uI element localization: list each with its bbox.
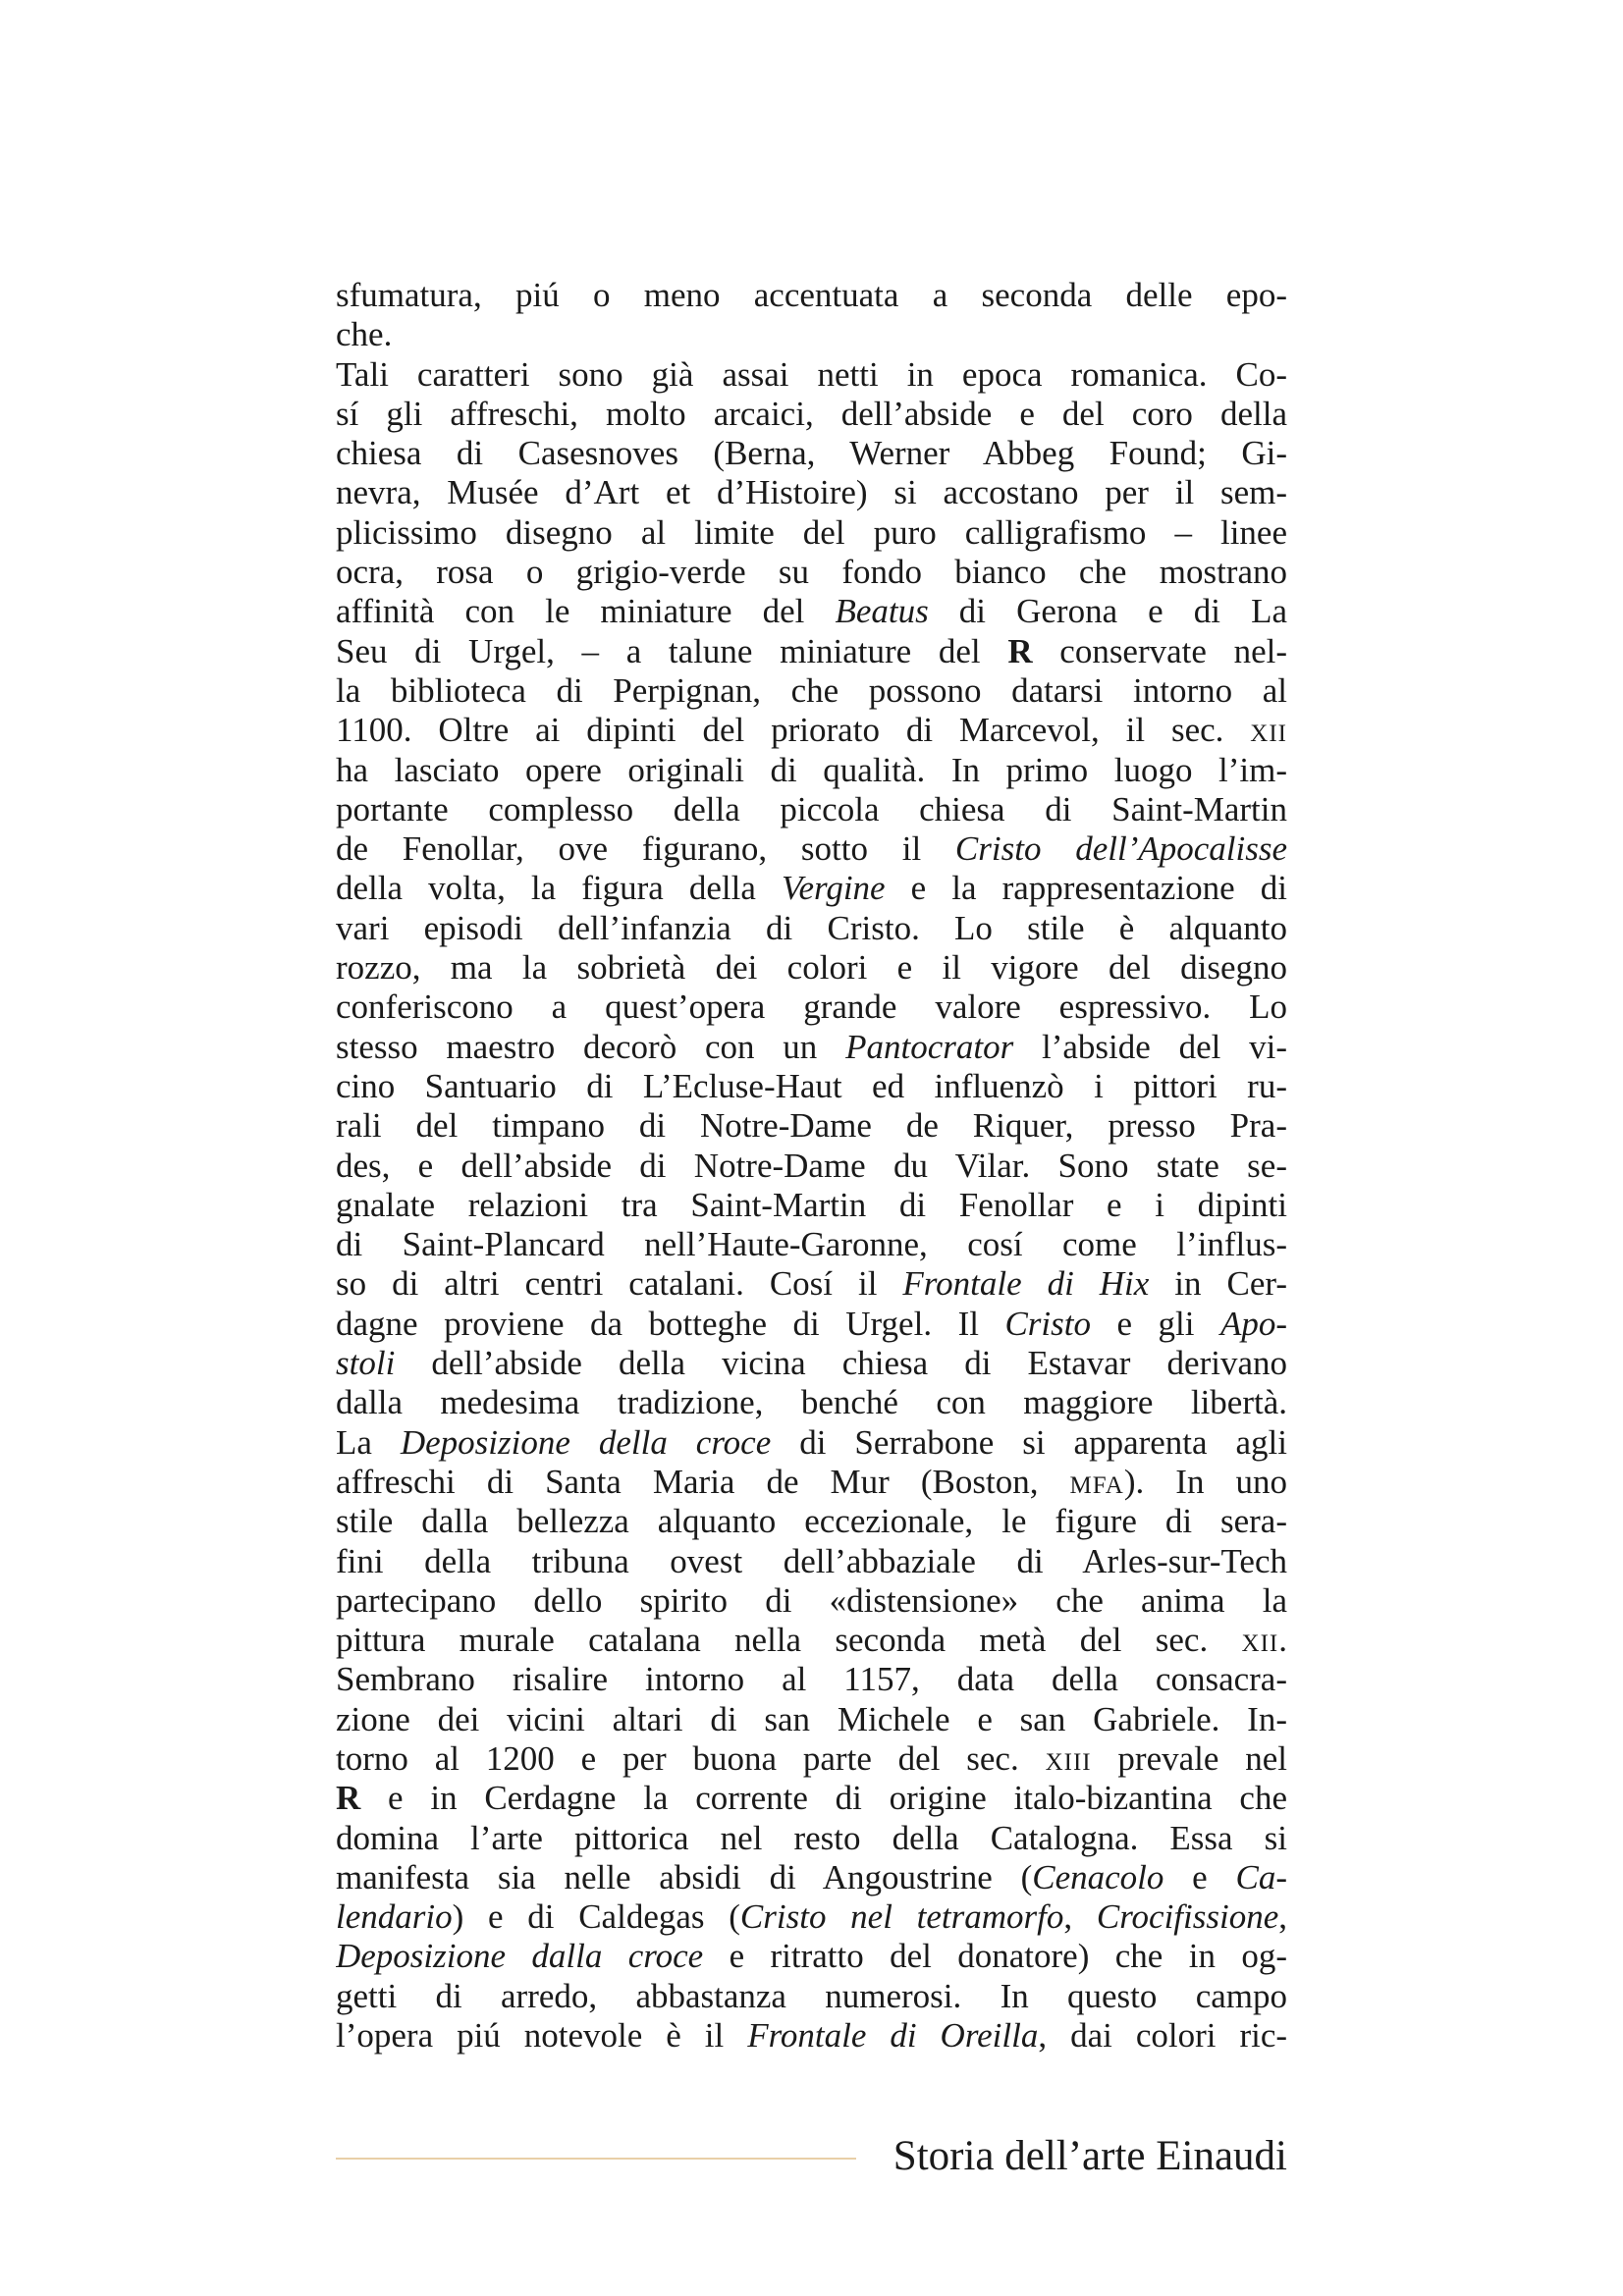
- text-line: [336, 1383, 1287, 1422]
- text-line: [336, 988, 1287, 1027]
- text-line: [336, 473, 1287, 512]
- smallcaps-text: xii: [1241, 1621, 1279, 1660]
- text-line: [336, 276, 1287, 315]
- smallcaps-text: xiii: [1045, 1738, 1092, 1778]
- bold-text: R: [336, 1779, 361, 1818]
- text-run: pittura murale catalana nella seconda metà del sec.: [336, 1621, 1242, 1660]
- smallcaps-text: mfa: [1069, 1462, 1124, 1501]
- text-line: [336, 1977, 1287, 2016]
- text-run: la biblioteca di Perpignan, che possono datarsi intorno al: [336, 670, 1287, 710]
- text-run: dalla medesima tradizione, benché con maggiore libertà.: [336, 1383, 1287, 1422]
- footer-rule: [336, 2158, 856, 2160]
- text-run: chiesa di Casesnoves (Berna, Werner Abbeg Found; Gi-: [336, 434, 1287, 473]
- text-run: di Saint-Plancard nell’Haute-Garonne, cosí come l’influs-: [336, 1225, 1287, 1264]
- text-run: vari episodi dell’infanzia di Cristo. Lo stile è alquanto: [336, 908, 1287, 947]
- italic-text: Apo-: [1219, 1304, 1287, 1343]
- text-run: sfumatura, piú o meno accentuata a seconda delle epo-: [336, 276, 1287, 314]
- italic-text: Cristo nel tetramorfo: [739, 1897, 1064, 1937]
- text-run: e ritratto del donatore) che in og-: [703, 1937, 1287, 1976]
- text-line: [336, 829, 1287, 869]
- text-run: l’abside del vi-: [1013, 1027, 1287, 1066]
- text-line: [336, 1028, 1287, 1067]
- text-run: e: [1163, 1857, 1236, 1896]
- body-text: [336, 276, 1287, 2056]
- text-line: [336, 1700, 1287, 1739]
- smallcaps-text: xii: [1250, 711, 1287, 750]
- footer-title: Storia dell’arte Einaudi: [893, 2133, 1287, 2179]
- text-run: stesso maestro decorò con un: [336, 1027, 846, 1066]
- text-run: domina l’arte pittorica nel resto della Catalogna. Essa si: [336, 1818, 1287, 1857]
- text-line: [336, 1621, 1287, 1660]
- italic-text: Beatus: [835, 592, 929, 631]
- text-run: stile dalla bellezza alquanto eccezionale, le figure di sera-: [336, 1502, 1287, 1541]
- text-run: Tali caratteri sono già assai netti in epoca romanica. Co-: [336, 354, 1287, 394]
- text-run: getti di arredo, abbastanza numerosi. In questo campo: [336, 1976, 1287, 2015]
- italic-text: stoli: [336, 1344, 396, 1383]
- text-run: zione dei vicini altari di san Michele e san Gabriele. In-: [336, 1699, 1287, 1738]
- text-run: affreschi di Santa Maria de Mur (Boston,: [336, 1462, 1070, 1501]
- italic-text: Frontale di Hix: [902, 1264, 1150, 1304]
- text-line: [336, 1264, 1287, 1304]
- text-line: [336, 1463, 1287, 1502]
- italic-text: Vergine: [781, 869, 886, 908]
- text-run: de Fenollar, ove figurano, sotto il: [336, 829, 955, 869]
- text-line: [336, 1897, 1287, 1937]
- text-run: in Cer-: [1149, 1264, 1287, 1304]
- text-run: dell’abside della vicina chiesa di Estavar derivano: [395, 1344, 1287, 1383]
- text-run: conferiscono a quest’opera grande valore espressivo. Lo: [336, 988, 1287, 1027]
- text-run: so di altri centri catalani. Cosí il: [336, 1264, 903, 1304]
- text-run: di Gerona e di La: [928, 592, 1287, 631]
- text-line: [336, 1660, 1287, 1699]
- text-line: [336, 790, 1287, 829]
- text-run: rali del timpano di Notre-Dame de Riquer, presso Pra-: [336, 1106, 1287, 1146]
- text-line: [336, 1147, 1287, 1186]
- text-line: [336, 1937, 1287, 1976]
- text-run: fini della tribuna ovest dell’abbaziale di Arles-sur-Tech: [336, 1541, 1287, 1580]
- text-run: l’opera piú notevole è il: [336, 2016, 748, 2056]
- text-line: [336, 751, 1287, 790]
- text-run: della volta, la figura della: [336, 869, 782, 908]
- text-run: conservate nel-: [1032, 631, 1287, 670]
- text-run: partecipano dello spirito di «distensione» che anima la: [336, 1580, 1287, 1620]
- text-run: ocra, rosa o grigio-verde su fondo bianco che mostrano: [336, 553, 1287, 592]
- text-line: [336, 315, 1287, 354]
- text-run: e la rappresentazione di: [885, 869, 1287, 908]
- text-line: [336, 1186, 1287, 1225]
- text-line: [336, 1423, 1287, 1463]
- text-line: [336, 1542, 1287, 1581]
- italic-text: Crocifissione: [1096, 1897, 1279, 1937]
- text-run: ha lasciato opere originali di qualità. In primo luogo l’im-: [336, 750, 1287, 789]
- text-line: [336, 1344, 1287, 1383]
- italic-text: Cristo: [1004, 1304, 1091, 1343]
- text-run: manifesta sia nelle absidi di Angoustrine (: [336, 1857, 1033, 1896]
- text-run: sí gli affreschi, molto arcaici, dell’abside e del coro della: [336, 394, 1287, 433]
- text-line: [336, 948, 1287, 988]
- text-run: cino Santuario di L’Ecluse-Haut ed influenzò i pittori ru-: [336, 1066, 1287, 1105]
- text-run: prevale nel: [1091, 1738, 1287, 1778]
- text-run: e gli: [1091, 1304, 1220, 1343]
- text-line: [336, 1581, 1287, 1621]
- text-run: La: [336, 1422, 401, 1462]
- text-line: [336, 1106, 1287, 1146]
- text-line: [336, 1067, 1287, 1106]
- text-run: ,: [1063, 1897, 1097, 1937]
- text-line: [336, 711, 1287, 750]
- text-line: [336, 1779, 1287, 1818]
- text-run: , dai colori ric-: [1038, 2016, 1287, 2056]
- text-run: ). In uno: [1123, 1462, 1287, 1501]
- text-line: [336, 1858, 1287, 1897]
- text-run: gnalate relazioni tra Saint-Martin di Fenollar e i dipinti: [336, 1185, 1287, 1224]
- italic-text: Frontale di Oreilla: [747, 2016, 1039, 2056]
- text-run: plicissimo disegno al limite del puro calligrafismo – linee: [336, 512, 1287, 552]
- text-line: [336, 395, 1287, 434]
- text-line: [336, 592, 1287, 631]
- text-run: Seu di Urgel, – a talune miniature del: [336, 631, 1008, 670]
- text-run: des, e dell’abside di Notre-Dame du Vilar. Sono state se-: [336, 1146, 1287, 1185]
- text-run: rozzo, ma la sobrietà dei colori e il vigore del disegno: [336, 948, 1287, 988]
- text-run: torno al 1200 e per buona parte del sec.: [336, 1738, 1046, 1778]
- text-line: [336, 1819, 1287, 1858]
- text-line: [336, 671, 1287, 711]
- text-run: nevra, Musée d’Art et d’Histoire) si accostano per il sem-: [336, 473, 1287, 512]
- text-run: ) e di Caldegas (: [452, 1897, 740, 1937]
- italic-text: Pantocrator: [845, 1027, 1014, 1066]
- text-line: [336, 1502, 1287, 1541]
- text-line: [336, 553, 1287, 592]
- text-line: [336, 434, 1287, 473]
- italic-text: Ca-: [1235, 1857, 1287, 1896]
- text-line: [336, 513, 1287, 553]
- text-run: Sembrano risalire intorno al 1157, data della consacra-: [336, 1660, 1287, 1699]
- italic-text: Cristo dell’Apocalisse: [954, 829, 1287, 869]
- text-run: di Serrabone si apparenta agli: [771, 1422, 1287, 1462]
- italic-text: Cenacolo: [1032, 1857, 1164, 1896]
- text-run: e in Cerdagne la corrente di origine italo-bizantina che: [360, 1779, 1287, 1818]
- text-line: [336, 632, 1287, 671]
- text-line: [336, 2016, 1287, 2056]
- bold-text: R: [1007, 631, 1033, 670]
- text-run: .: [1278, 1621, 1287, 1660]
- text-line: [336, 1225, 1287, 1264]
- italic-text: Deposizione dalla croce: [336, 1937, 704, 1976]
- text-line: [336, 869, 1287, 908]
- text-run: ,: [1278, 1897, 1287, 1937]
- italic-text: Deposizione della croce: [400, 1422, 772, 1462]
- text-run: che.: [336, 315, 393, 354]
- text-run: portante complesso della piccola chiesa di Saint-Martin: [336, 789, 1287, 828]
- italic-text: lendario: [336, 1897, 453, 1937]
- text-line: [336, 1739, 1287, 1779]
- text-line: [336, 909, 1287, 948]
- text-run: affinità con le miniature del: [336, 592, 836, 631]
- text-line: [336, 1305, 1287, 1344]
- text-run: dagne proviene da botteghe di Urgel. Il: [336, 1304, 1005, 1343]
- text-line: [336, 355, 1287, 395]
- text-run: 1100. Oltre ai dipinti del priorato di Marcevol, il sec.: [336, 711, 1251, 750]
